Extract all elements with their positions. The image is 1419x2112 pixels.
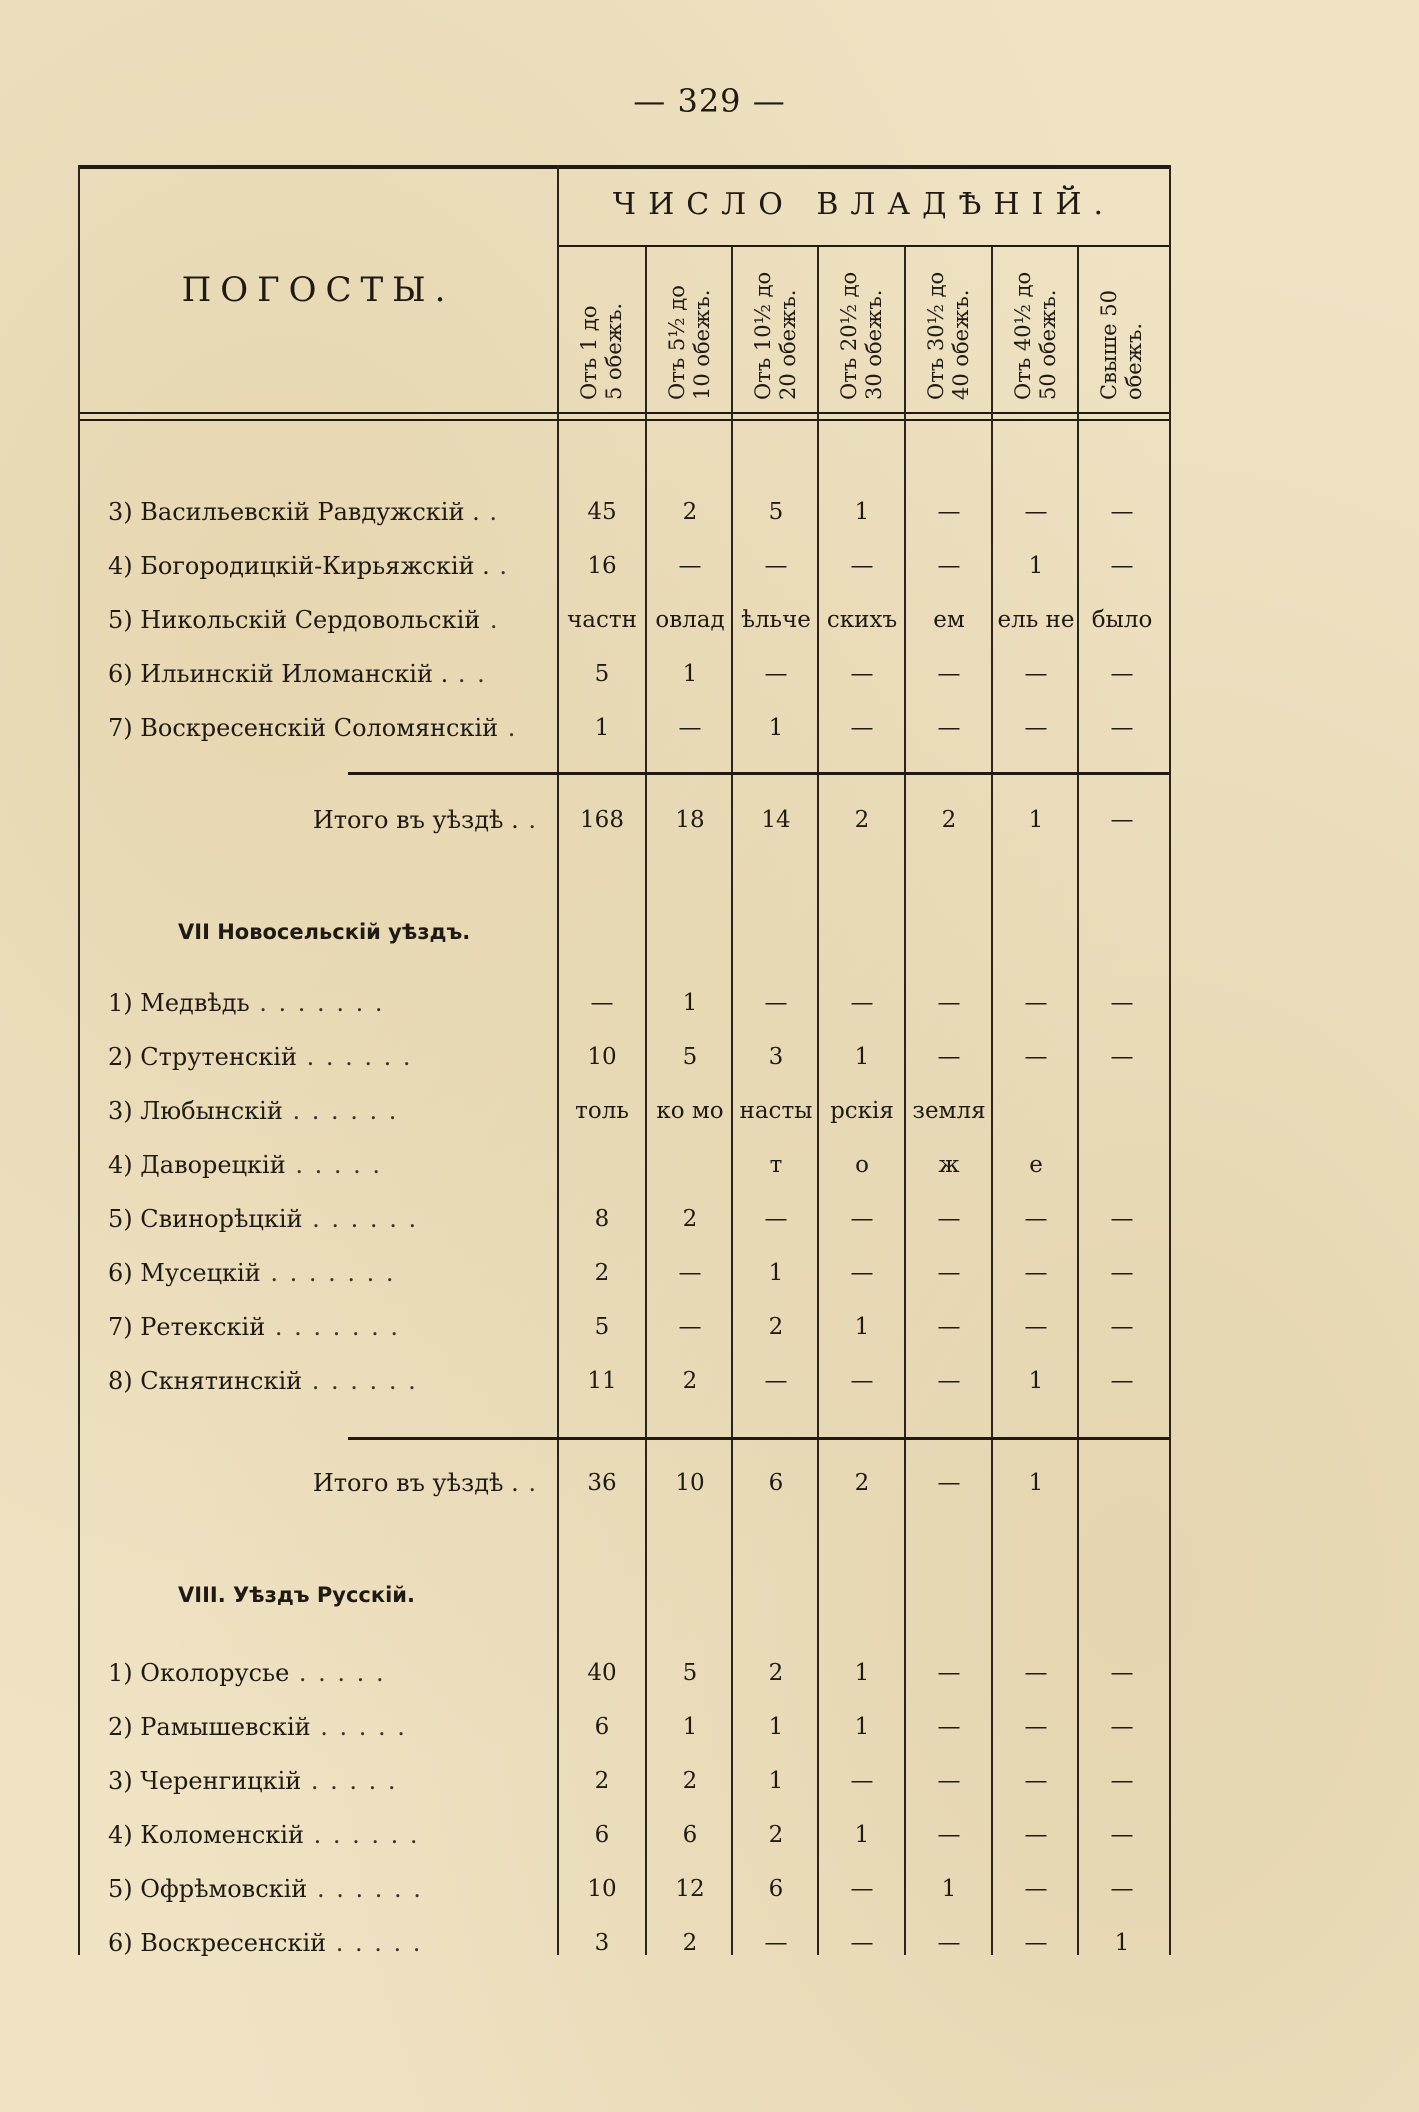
leader-dots: . . . . . — [310, 1713, 407, 1741]
row-label — [108, 546, 558, 586]
table-cell: — — [1110, 1714, 1134, 1740]
pogost-name: 5) Офрѣмовскій — [108, 1875, 308, 1903]
table-cell: 10 — [675, 1470, 705, 1496]
table-row — [78, 1869, 1170, 1909]
table-cell: — — [850, 1368, 874, 1394]
table-cell: 18 — [675, 807, 705, 833]
table-row — [78, 1199, 1170, 1239]
table-row — [78, 1815, 1170, 1855]
table-cell: — — [1110, 661, 1134, 687]
table-cell: 16 — [587, 553, 617, 579]
table-cell: 1 — [854, 1822, 870, 1848]
table-cell: 6 — [682, 1822, 698, 1848]
table-cell: — — [1024, 499, 1048, 525]
table-cell: 5 — [768, 499, 784, 525]
table-cell: 2 — [682, 499, 698, 525]
column-header-3 — [732, 250, 820, 400]
table-cell: 3 — [594, 1930, 610, 1956]
table-cell: 168 — [580, 807, 624, 833]
pogost-name: 3) Любынскій — [108, 1097, 283, 1125]
row-label — [108, 600, 558, 640]
table-cell: ж — [938, 1152, 960, 1178]
table-cell: рскія — [830, 1098, 894, 1124]
table-cell: — — [1110, 499, 1134, 525]
table-cell: — — [1024, 1930, 1048, 1956]
table-cell: 8 — [594, 1206, 610, 1232]
table-cell: 5 — [682, 1044, 698, 1070]
table-cell: т — [769, 1152, 783, 1178]
leader-dots: . . . . . . . — [249, 989, 385, 1017]
leader-dots: . . . . . . — [296, 1043, 413, 1071]
table-cell: — — [850, 1260, 874, 1286]
table-cell: 1 — [682, 990, 698, 1016]
row-label — [108, 1653, 558, 1693]
table-cell: 5 — [594, 1314, 610, 1340]
table-cell: 1 — [682, 1714, 698, 1740]
table-cell: 1 — [594, 715, 610, 741]
subtotal-rule-2 — [348, 1437, 1170, 1440]
pogost-name: 5) Свинорѣцкій — [108, 1205, 303, 1233]
table-cell: — — [937, 1260, 961, 1286]
row-label — [108, 983, 558, 1023]
table-cell: 1 — [854, 1660, 870, 1686]
table-cell: — — [1024, 1768, 1048, 1794]
table-row — [78, 1761, 1170, 1801]
table-cell: о — [855, 1152, 869, 1178]
table-cell: — — [937, 1044, 961, 1070]
column-header-7 — [1078, 250, 1166, 400]
column-header-label: Отъ 10½ до 20 обежъ. — [751, 271, 800, 400]
table-cell: — — [678, 715, 702, 741]
table-cell: 1 — [682, 661, 698, 687]
table-cell: — — [937, 1930, 961, 1956]
leader-dots: . — [479, 498, 499, 526]
table-cell: — — [1110, 1044, 1134, 1070]
pogost-name: 4) Коломенскій — [108, 1821, 304, 1849]
table-cell: 2 — [594, 1768, 610, 1794]
table-cell: — — [850, 1206, 874, 1232]
table-cell: 1 — [1028, 1368, 1044, 1394]
column-header-5 — [905, 250, 993, 400]
table-cell: 2 — [768, 1314, 784, 1340]
column-header-label: Отъ 40½ до 50 обежъ. — [1011, 271, 1060, 400]
table-cell: — — [850, 715, 874, 741]
table-cell: — — [850, 661, 874, 687]
table-cell: — — [764, 661, 788, 687]
table-cell: — — [1024, 1714, 1048, 1740]
table-cell: — — [1024, 990, 1048, 1016]
table-cell: 3 — [768, 1044, 784, 1070]
pogost-name: 7) Воскресенскій Соломянскій — [108, 714, 499, 742]
table-row — [78, 983, 1170, 1023]
table-cell: 45 — [587, 499, 617, 525]
table-cell: — — [937, 499, 961, 525]
table-cell: — — [850, 1768, 874, 1794]
table-cell: 5 — [682, 1660, 698, 1686]
table-cell: — — [1024, 661, 1048, 687]
leader-dots: . . . . . . . — [265, 1313, 401, 1341]
table-cell: — — [937, 1714, 961, 1740]
pogost-name: 3) Васильевскій Равдужскій . — [108, 498, 480, 526]
leader-dots: . — [489, 552, 510, 580]
row-label — [108, 1815, 558, 1855]
pogost-name: Итого въ уѣздѣ . — [312, 806, 519, 834]
table-cell: — — [764, 1206, 788, 1232]
pogost-name: 1) Околорусье — [108, 1659, 290, 1687]
table-cell: 2 — [682, 1368, 698, 1394]
row-label — [108, 1361, 558, 1401]
row-label — [108, 1869, 558, 1909]
leader-dots: . — [518, 806, 538, 834]
table-cell: 1 — [854, 1714, 870, 1740]
table-cell: 14 — [761, 807, 791, 833]
table-row — [78, 1307, 1170, 1347]
table-cell: толь — [575, 1098, 629, 1124]
leader-dots: . . . . . . — [282, 1097, 399, 1125]
column-header-label: Свыше 50 обежъ. — [1097, 290, 1146, 400]
table-cell: — — [1110, 1768, 1134, 1794]
row-label — [108, 1145, 558, 1185]
table-cell: 40 — [587, 1660, 617, 1686]
table-cell: 10 — [587, 1044, 617, 1070]
table-cell: — — [937, 1470, 961, 1496]
leader-dots: . . . . . — [301, 1767, 398, 1795]
table-cell: 1 — [854, 1314, 870, 1340]
pogost-name: 7) Ретекскій — [108, 1313, 266, 1341]
column-header-label: Отъ 1 до 5 обежъ. — [577, 302, 626, 400]
table-cell: 2 — [682, 1768, 698, 1794]
table-cell: — — [937, 1368, 961, 1394]
table-cell: 2 — [854, 1470, 870, 1496]
pogost-name: 2) Рамышевскій — [108, 1713, 311, 1741]
row-label — [108, 1707, 558, 1747]
table-cell: — — [1110, 1206, 1134, 1232]
table-cell: — — [1110, 1314, 1134, 1340]
row-label — [108, 1037, 558, 1077]
table-cell: 11 — [587, 1368, 617, 1394]
table-cell: — — [1024, 1260, 1048, 1286]
table-cell: 1 — [768, 1768, 784, 1794]
row-label — [108, 1091, 558, 1131]
column-header-6 — [992, 250, 1080, 400]
table-cell: 1 — [1114, 1930, 1130, 1956]
leader-dots: . . — [448, 660, 487, 688]
table-cell: 1 — [941, 1876, 957, 1902]
leader-dots: . . . . . . — [302, 1205, 419, 1233]
total-row — [78, 800, 1170, 840]
pogost-name: 6) Ильинскій Иломанскій . — [108, 660, 449, 688]
table-cell: 10 — [587, 1876, 617, 1902]
table-cell: — — [590, 990, 614, 1016]
page-number: — 329 — — [633, 82, 786, 120]
total-row — [78, 1463, 1170, 1503]
table-cell: — — [1110, 715, 1134, 741]
table-cell: — — [1024, 1206, 1048, 1232]
table-row — [78, 1091, 1170, 1131]
table-row — [78, 600, 1170, 640]
table-cell: скихъ — [826, 607, 898, 633]
leader-dots: . — [480, 606, 500, 634]
leader-dots: . . . . . . — [302, 1367, 418, 1395]
table-cell: — — [937, 661, 961, 687]
table-cell: 2 — [682, 1930, 698, 1956]
table-cell: — — [937, 1768, 961, 1794]
pogost-name: 4) Богородицкій-Кирьяжскій . — [108, 552, 490, 580]
row-label — [108, 492, 558, 532]
table-cell: — — [1024, 715, 1048, 741]
table-row — [78, 654, 1170, 694]
table-row — [78, 1145, 1170, 1185]
table-row — [78, 1253, 1170, 1293]
table-cell: 6 — [594, 1822, 610, 1848]
leader-dots: . . . . . . — [303, 1821, 420, 1849]
column-header-2 — [646, 250, 734, 400]
leader-dots: . . . . . — [289, 1659, 386, 1687]
table-cell: — — [937, 990, 961, 1016]
table-row — [78, 1361, 1170, 1401]
row-label — [108, 654, 558, 694]
header-bottom-rule-2 — [78, 419, 1170, 421]
pogost-name: 6) Мусецкій — [108, 1259, 261, 1287]
row-label — [108, 1307, 558, 1347]
table-cell: 6 — [768, 1876, 784, 1902]
table-cell: — — [1110, 990, 1134, 1016]
table-cell: 2 — [854, 807, 870, 833]
table-cell: 12 — [675, 1876, 705, 1902]
table-cell: ѣльче — [741, 607, 811, 633]
table-cell: — — [937, 1206, 961, 1232]
column-header-label: Отъ 30½ до 40 обежъ. — [924, 271, 973, 400]
table-cell: 2 — [768, 1822, 784, 1848]
row-label — [108, 1761, 558, 1801]
row-label — [78, 1463, 538, 1503]
section-heading-viii: VIII. Уѣздъ Русскій. — [178, 1583, 415, 1607]
table-cell: 2 — [768, 1660, 784, 1686]
column-header-4 — [818, 250, 906, 400]
pogost-name: 2) Струтенскій — [108, 1043, 297, 1071]
table-cell: 1 — [854, 499, 870, 525]
table-cell: ем — [933, 607, 965, 633]
table-cell: овлад — [655, 607, 725, 633]
table-cell: 1 — [1028, 553, 1044, 579]
table-cell: частн — [567, 607, 637, 633]
leader-dots: . — [518, 1469, 538, 1497]
table-cell: 1 — [854, 1044, 870, 1070]
leader-dots: . . . . . . — [307, 1875, 423, 1903]
row-label — [108, 1199, 558, 1239]
pogost-name: 4) Даворецкій — [108, 1151, 286, 1179]
table-cell: — — [850, 553, 874, 579]
column-header-label: Отъ 5½ до 10 обежъ. — [665, 285, 714, 400]
leader-dots: . . . . . . . — [260, 1259, 396, 1287]
table-cell: — — [937, 553, 961, 579]
pogost-name: 8) Скнятинскій — [108, 1367, 303, 1395]
leader-dots: . . . . . — [285, 1151, 383, 1179]
header-bottom-rule-1 — [78, 412, 1170, 414]
subtotal-rule-1 — [348, 772, 1170, 775]
table-row — [78, 1707, 1170, 1747]
table-top-rule — [78, 165, 1170, 169]
table-cell: 6 — [594, 1714, 610, 1740]
table-cell: — — [1110, 1260, 1134, 1286]
holdings-group-title: ЧИСЛО ВЛАДѢНІЙ. — [612, 187, 1116, 222]
table-cell: — — [937, 1314, 961, 1340]
table-cell: ель не — [997, 607, 1075, 633]
table-cell: 2 — [682, 1206, 698, 1232]
table-cell: — — [1024, 1314, 1048, 1340]
table-cell: насты — [739, 1098, 813, 1124]
table-cell: 6 — [768, 1470, 784, 1496]
table-cell: — — [1024, 1876, 1048, 1902]
table-cell: — — [1110, 1368, 1134, 1394]
table-cell: — — [850, 1876, 874, 1902]
row-label — [108, 1253, 558, 1293]
table-cell: 2 — [941, 807, 957, 833]
table-cell: — — [678, 553, 702, 579]
table-cell: ко мо — [656, 1098, 724, 1124]
table-cell: 1 — [1028, 807, 1044, 833]
table-cell: — — [764, 1368, 788, 1394]
table-cell: 36 — [587, 1470, 617, 1496]
table-cell: 1 — [768, 1714, 784, 1740]
table-cell: — — [764, 1930, 788, 1956]
table-cell: — — [850, 1930, 874, 1956]
table-cell: — — [1110, 1660, 1134, 1686]
table-cell: е — [1029, 1152, 1043, 1178]
table-cell: — — [678, 1260, 702, 1286]
table-cell: — — [937, 715, 961, 741]
leader-dots: . — [498, 714, 518, 742]
table-cell: — — [678, 1314, 702, 1340]
table-row — [78, 546, 1170, 586]
row-label — [108, 708, 558, 748]
table-cell: 2 — [594, 1260, 610, 1286]
table-row — [78, 492, 1170, 532]
pogost-name: 3) Черенгицкій — [108, 1767, 302, 1795]
table-cell: — — [1110, 807, 1134, 833]
table-cell: 1 — [768, 715, 784, 741]
table-cell: 1 — [768, 1260, 784, 1286]
table-cell: — — [1024, 1660, 1048, 1686]
table-cell: — — [1110, 1876, 1134, 1902]
table-cell: 5 — [594, 661, 610, 687]
table-cell: — — [850, 990, 874, 1016]
table-cell: — — [1110, 553, 1134, 579]
pogost-name: Итого въ уѣздѣ . — [312, 1469, 519, 1497]
table-cell: — — [937, 1822, 961, 1848]
table-cell: — — [764, 553, 788, 579]
table-cell: — — [1024, 1044, 1048, 1070]
table-row — [78, 1653, 1170, 1693]
table-cell: земля — [912, 1098, 986, 1124]
table-cell: — — [1024, 1822, 1048, 1848]
row-label — [78, 800, 538, 840]
table-row — [78, 1037, 1170, 1077]
pogost-name: 6) Воскресенскій — [108, 1929, 327, 1957]
leader-dots: . . . . . — [326, 1929, 423, 1957]
table-cell: — — [764, 990, 788, 1016]
section-heading-vii: VII Новосельскій уѣздъ. — [178, 920, 471, 944]
table-cell: было — [1091, 607, 1153, 633]
table-row — [78, 1923, 1170, 1963]
stub-column-title: ПОГОСТЫ. — [181, 270, 455, 310]
row-label — [108, 1923, 558, 1963]
table-row — [78, 708, 1170, 748]
table-cell: 1 — [1028, 1470, 1044, 1496]
column-header-1 — [558, 250, 646, 400]
pogost-name: 1) Медвѣдь — [108, 989, 250, 1017]
column-header-label: Отъ 20½ до 30 обежъ. — [837, 271, 886, 400]
pogost-name: 5) Никольскій Сердовольскій — [108, 606, 481, 634]
table-cell: — — [937, 1660, 961, 1686]
table-cell: — — [1110, 1822, 1134, 1848]
